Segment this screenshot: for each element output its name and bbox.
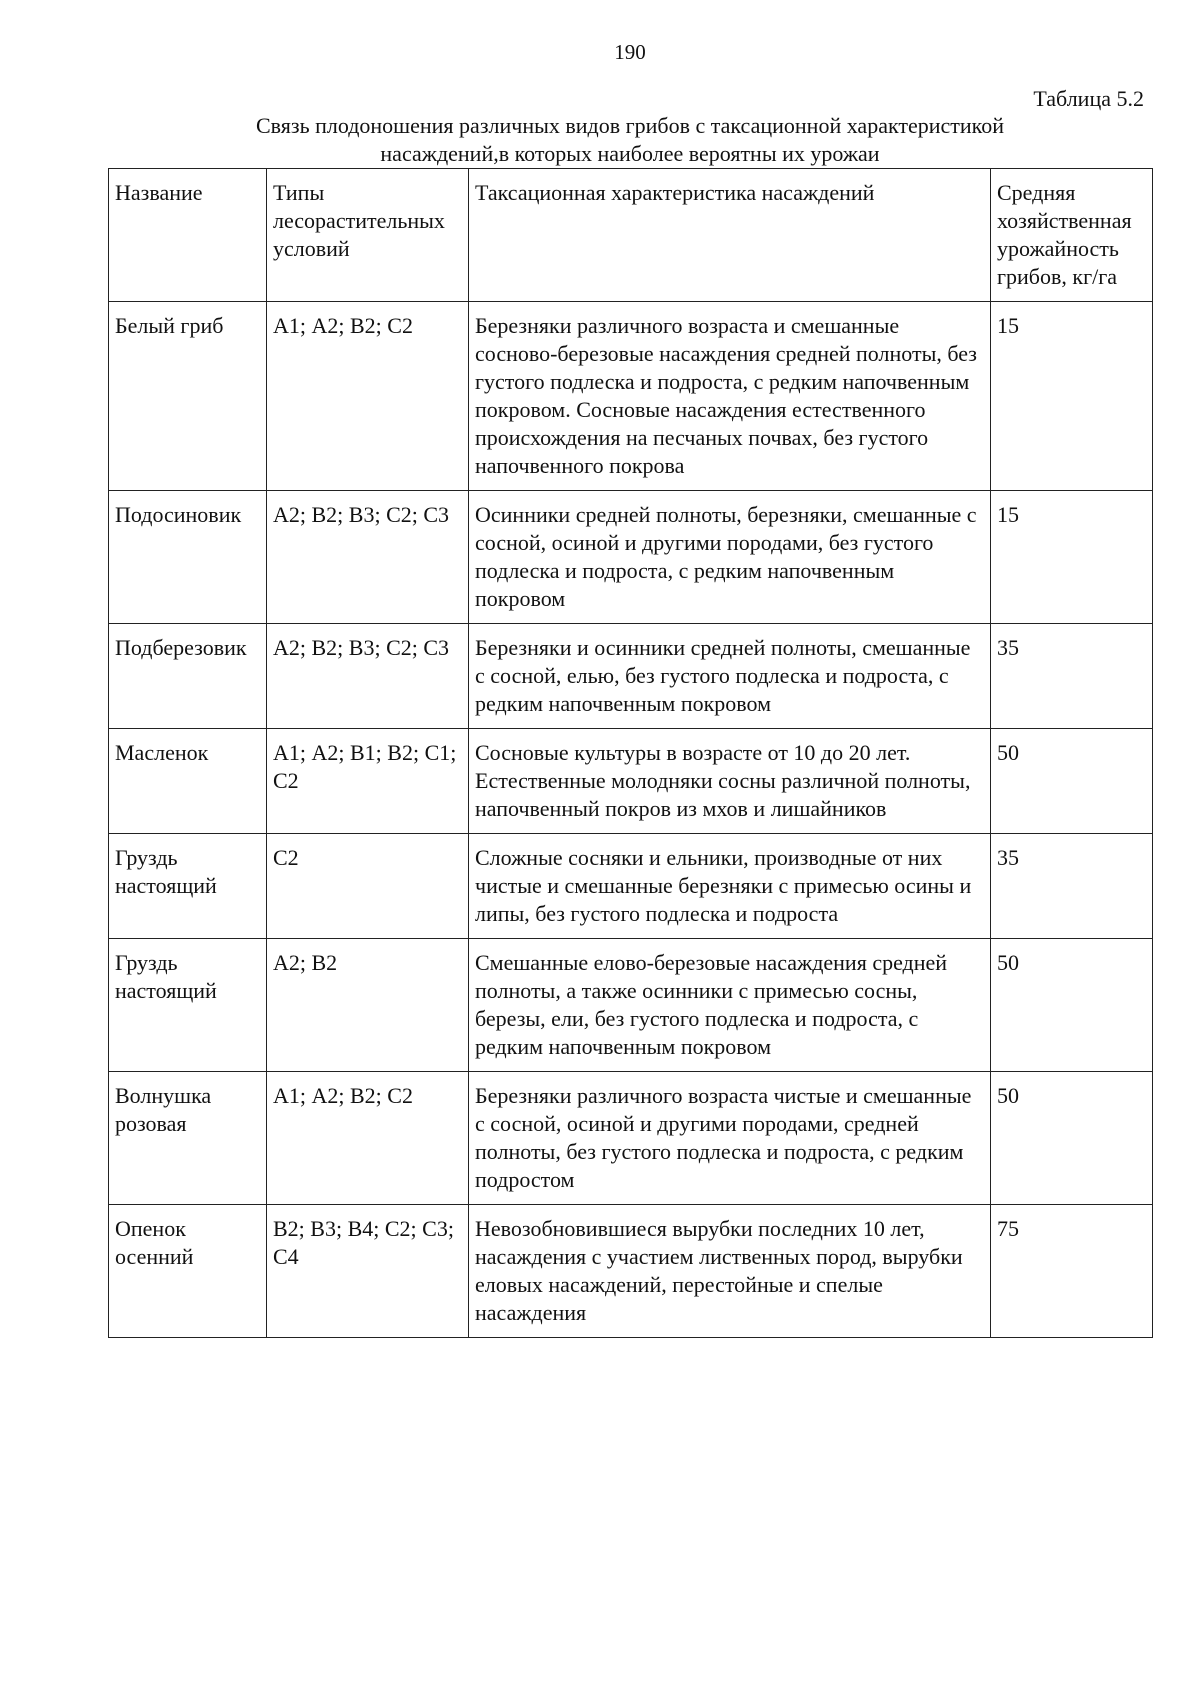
cell-characteristic: Березняки различного возраста чистые и смешанные с сосной, осиной и другими породами, средней полноты, без густого подлеска и подроста, с редким подростом: [469, 1072, 991, 1205]
table-row: [109, 1205, 1153, 1338]
cell-name: Опенок осенний: [109, 1205, 267, 1338]
cell-forest-types: В2; В3; В4; С2; С3; С4: [267, 1205, 469, 1338]
header-forest-types: Типы лесорастительных условий: [267, 169, 469, 302]
cell-average-yield: 75: [991, 1205, 1153, 1338]
table-header-row: [109, 169, 1153, 302]
cell-name: Подосиновик: [109, 491, 267, 624]
cell-average-yield: 35: [991, 834, 1153, 939]
cell-name: Груздь настоящий: [109, 834, 267, 939]
cell-average-yield: 50: [991, 939, 1153, 1072]
cell-forest-types: А2; В2; В3; С2; С3: [267, 491, 469, 624]
cell-characteristic: Березняки различного возраста и смешанные сосново-березовые насаждения средней полноты, без густого подлеска и подроста, с редким напочвенным покровом. Сосновые насаждения естественного происхождения на песчаных почвах, без густого напочвенного покрова: [469, 302, 991, 491]
cell-average-yield: 35: [991, 624, 1153, 729]
cell-forest-types: С2: [267, 834, 469, 939]
cell-characteristic: Сосновые культуры в возрасте от 10 до 20 лет. Естественные молодняки сосны различной полноты, напочвенный покров из мхов и лишайников: [469, 729, 991, 834]
cell-forest-types: А1; А2; В1; В2; С1; С2: [267, 729, 469, 834]
cell-characteristic: Невозобновившиеся вырубки последних 10 лет, насаждения с участием лиственных пород, вырубки еловых насаждений, перестойные и спелые насаждения: [469, 1205, 991, 1338]
cell-characteristic: Осинники средней полноты, березняки, смешанные с сосной, осиной и другими породами, без густого подлеска и подроста, с редким напочвенным покровом: [469, 491, 991, 624]
cell-name: Масленок: [109, 729, 267, 834]
cell-name: Волнушка розовая: [109, 1072, 267, 1205]
table-label: Таблица 5.2: [1033, 86, 1144, 111]
cell-characteristic: Смешанные елово-березовые насаждения средней полноты, а также осинники с примесью сосны, березы, ели, без густого подлеска и подроста, с редким напочвенным покровом: [469, 939, 991, 1072]
table-row: [109, 834, 1153, 939]
table-caption-line-2: насаждений,в которых наиболее вероятны их урожаи: [380, 141, 880, 166]
cell-forest-types: А2; В2; В3; С2; С3: [267, 624, 469, 729]
table-row: [109, 491, 1153, 624]
header-characteristic: Таксационная характеристика насаждений: [469, 169, 991, 302]
cell-characteristic: Березняки и осинники средней полноты, смешанные с сосной, елью, без густого подлеска и подроста, с редким напочвенным покровом: [469, 624, 991, 729]
cell-name: Груздь настоящий: [109, 939, 267, 1072]
table-row: [109, 302, 1153, 491]
cell-average-yield: 50: [991, 729, 1153, 834]
cell-average-yield: 15: [991, 302, 1153, 491]
table-row: [109, 939, 1153, 1072]
mushroom-yield-table: [108, 168, 1153, 1338]
header-name: Название: [109, 169, 267, 302]
table-row: [109, 624, 1153, 729]
header-average-yield: Средняя хозяйственная урожайность грибов, кг/га: [991, 169, 1153, 302]
table-row: [109, 729, 1153, 834]
table-row: [109, 1072, 1153, 1205]
table-caption: [180, 112, 1080, 168]
cell-name: Белый гриб: [109, 302, 267, 491]
cell-average-yield: 50: [991, 1072, 1153, 1205]
cell-average-yield: 15: [991, 491, 1153, 624]
cell-forest-types: А1; А2; В2; С2: [267, 1072, 469, 1205]
cell-characteristic: Сложные сосняки и ельники, производные от них чистые и смешанные березняки с примесью осины и липы, без густого подлеска и подроста: [469, 834, 991, 939]
page-number: 190: [614, 40, 646, 64]
cell-name: Подберезовик: [109, 624, 267, 729]
cell-forest-types: А1; А2; В2; С2: [267, 302, 469, 491]
table-caption-line-1: Связь плодоношения различных видов грибов с таксационной характеристикой: [255, 113, 1005, 138]
cell-forest-types: А2; В2: [267, 939, 469, 1072]
